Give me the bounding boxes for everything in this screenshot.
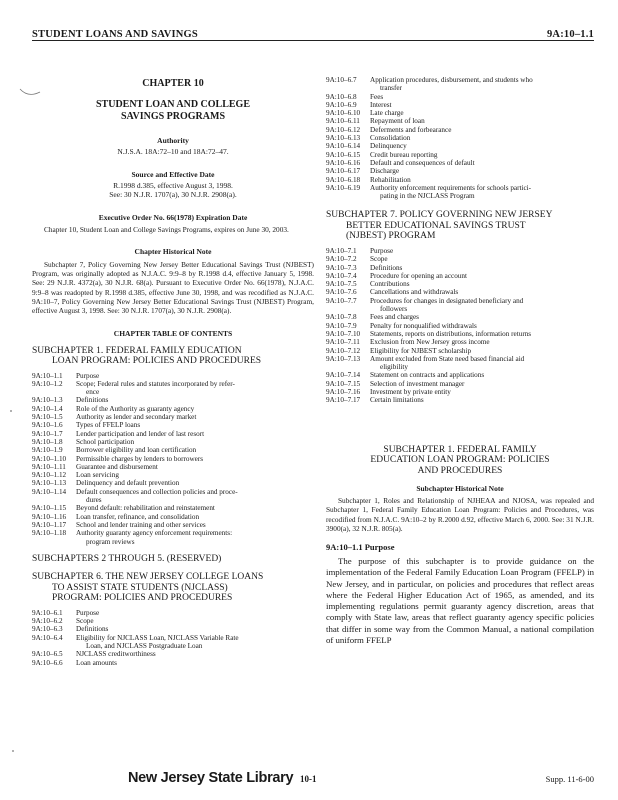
toc-section-title-text: Selection of investment manager xyxy=(370,379,465,388)
toc-entry xyxy=(32,463,314,471)
toc-section-title xyxy=(76,529,314,546)
toc-section-title-text: Loan amounts xyxy=(76,658,117,667)
toc-entry xyxy=(326,247,594,255)
toc-entry xyxy=(326,264,594,272)
toc-section-number: 9A:10–7.1 xyxy=(326,246,357,255)
toc-section-title-text: Certain limitations xyxy=(370,396,424,405)
toc-section-number: 9A:10–1.2 xyxy=(32,379,63,388)
toc-entry xyxy=(32,372,314,380)
toc-entry xyxy=(326,313,594,321)
toc-section-title xyxy=(370,330,594,338)
toc-section-title-text: Definitions xyxy=(76,625,109,634)
toc-section-title-text: Borrower eligibility and loan certification xyxy=(76,446,197,455)
toc-section-title xyxy=(370,159,594,167)
toc-section-title xyxy=(76,521,314,529)
toc-section-title-text: Guarantee and disbursement xyxy=(76,462,158,471)
toc-section-number: 9A:10–7.14 xyxy=(326,371,361,380)
toc-section-title xyxy=(76,513,314,521)
toc-section-title xyxy=(76,421,314,429)
toc-section-number: 9A:10–6.7 xyxy=(326,76,357,84)
section-text: The purpose of this subchapter is to provide guidance on the implementation of the Federal Family Education Loan Program (FFELP) in New Jersey, and in particular, on policies and procedures that reflect areas where the Federal Higher Education Act of 1965, as amended, and its implementing regulations permit guaranty agency discretion, areas that comply with State law, areas that reflect guaranty agency specific policies that differ in some way from the Common Manual, a national compilation of uniform FFELP xyxy=(326,556,594,645)
toc-entry xyxy=(326,109,594,117)
toc-section-title-text: Repayment of loan xyxy=(370,117,425,126)
toc-section-title xyxy=(76,396,314,404)
toc-section-title xyxy=(370,264,594,272)
toc-section-title xyxy=(370,176,594,184)
toc-section-title xyxy=(370,396,594,404)
toc-section-title xyxy=(76,438,314,446)
subchapter-history-text: Subchapter 1, Roles and Relationship of NJHEAA and NJOSA, was repealed and Subchapter 1, Federal Family Education Loan Program: Policies and Procedures, was recodified from N.J.A.C. 9A:10–2 by R.2000 d.92, effective March 6, 2000. See: 31 N.J.R. 3900(a), 32 N.J.R. 805(a). xyxy=(326,496,594,533)
toc-entry xyxy=(32,479,314,487)
toc-entry xyxy=(326,272,594,280)
toc-section-title xyxy=(76,488,314,505)
toc-entry xyxy=(326,380,594,388)
toc-section-number: 9A:10–6.12 xyxy=(326,125,361,134)
toc-section-title xyxy=(76,455,314,463)
chapter-history-heading: Chapter Historical Note xyxy=(134,246,212,256)
toc-entry xyxy=(32,488,314,505)
toc-section-title-text: Authority guaranty agency enforcement requirements: xyxy=(76,529,233,538)
toc-section-title xyxy=(76,463,314,471)
toc-entry xyxy=(32,617,314,625)
toc-section-number: 9A:10–7.11 xyxy=(326,338,360,347)
toc-section-title xyxy=(76,413,314,421)
toc-section-title xyxy=(370,272,594,280)
toc-section-title-continued: eligibility xyxy=(380,363,408,372)
authority-text: N.J.S.A. 18A:72–10 and 18A:72–47. xyxy=(117,147,229,156)
toc-entry xyxy=(326,255,594,263)
toc-section-title xyxy=(370,247,594,255)
toc-section-title xyxy=(76,380,314,397)
toc-section-title-text: Contributions xyxy=(370,280,410,289)
toc-section-title-text: Rehabilitation xyxy=(370,175,411,184)
toc-entry xyxy=(326,280,594,288)
toc-section-number: 9A:10–6.18 xyxy=(326,175,361,184)
toc-section-number: 9A:10–6.8 xyxy=(326,92,357,101)
toc-entry xyxy=(326,184,594,201)
toc-section-title-text: Beyond default: rehabilitation and reinstatement xyxy=(76,504,215,513)
body-subchapter-1-title: SUBCHAPTER 1. FEDERAL FAMILY EDUCATION LOAN PROGRAM: POLICIES AND PROCEDURES xyxy=(370,444,550,476)
toc-section-title xyxy=(76,617,314,625)
subchapter-history-heading: Subchapter Historical Note xyxy=(416,484,504,494)
toc-section-title xyxy=(370,322,594,330)
toc-section-title xyxy=(76,479,314,487)
toc-section-title xyxy=(76,504,314,512)
toc-section-title xyxy=(370,380,594,388)
toc-entry xyxy=(32,405,314,413)
toc-entry xyxy=(32,529,314,546)
toc-section-number: 9A:10–1.16 xyxy=(32,512,67,521)
toc-subchapter-6-list xyxy=(32,609,314,667)
toc-section-title-text: Loan transfer, refinance, and consolidation xyxy=(76,512,200,521)
toc-section-title-continued: pating in the NJCLASS Program xyxy=(380,192,475,201)
toc-entry xyxy=(32,504,314,512)
toc-section-number: 9A:10–1.18 xyxy=(32,529,67,538)
toc-entry xyxy=(32,625,314,633)
toc-section-title xyxy=(370,142,594,150)
header-rule xyxy=(32,40,594,41)
toc-subchapter-6-title: SUBCHAPTER 6. THE NEW JERSEY COLLEGE LOANS TO ASSIST STATE STUDENTS (NJCLASS) PROGRAM: POLICIES AND PROCEDURES xyxy=(32,572,264,604)
toc-section-number: 9A:10–6.10 xyxy=(326,109,361,118)
toc-entry xyxy=(326,76,594,93)
toc-entry xyxy=(326,355,594,372)
toc-section-title xyxy=(370,371,594,379)
toc-entry xyxy=(326,176,594,184)
toc-section-title-text: Credit bureau reporting xyxy=(370,150,438,159)
toc-section-title xyxy=(370,355,594,372)
toc-section-number: 9A:10–6.3 xyxy=(32,625,63,634)
toc-section-title-text: Scope xyxy=(370,255,388,264)
toc-section-title xyxy=(370,347,594,355)
toc-section-number: 9A:10–6.14 xyxy=(326,142,361,151)
toc-entry xyxy=(32,421,314,429)
toc-section-number: 9A:10–6.9 xyxy=(326,100,357,109)
toc-section-number: 9A:10–7.15 xyxy=(326,379,361,388)
source-heading: Source and Effective Date xyxy=(131,169,215,179)
toc-entry xyxy=(32,650,314,658)
toc-entry xyxy=(326,288,594,296)
toc-section-title-text: Authority enforcement requirements for schools partici- xyxy=(370,183,532,192)
scan-dot-icon xyxy=(10,748,16,754)
toc-section-title-text: Definitions xyxy=(370,263,403,272)
toc-section-title-text: Authority as lender and secondary market xyxy=(76,413,197,422)
toc-section-title-text: Eligibility for NJCLASS Loan, NJCLASS Variable Rate xyxy=(76,633,239,642)
toc-section-title-text: Loan servicing xyxy=(76,471,119,480)
toc-entry xyxy=(326,322,594,330)
toc-section-number: 9A:10–1.3 xyxy=(32,396,63,405)
toc-section-number: 9A:10–1.8 xyxy=(32,437,63,446)
toc-section-title xyxy=(370,117,594,125)
toc-entry xyxy=(32,446,314,454)
toc-section-number: 9A:10–1.1 xyxy=(32,371,63,380)
toc-section-title-text: Amount excluded from State need based financial aid xyxy=(370,354,525,363)
toc-section-number: 9A:10–6.13 xyxy=(326,134,361,143)
toc-entry xyxy=(32,455,314,463)
toc-section-title-text: Statements, reports on distributions, information returns xyxy=(370,329,532,338)
toc-entry xyxy=(326,330,594,338)
toc-section-title xyxy=(370,313,594,321)
toc-section-title-text: Deferments and forbearance xyxy=(370,125,452,134)
executive-order-text: Chapter 10, Student Loan and College Savings Programs, expires on June 30, 2003. xyxy=(44,224,289,234)
toc-section-title-text: Purpose xyxy=(76,608,100,617)
executive-order-heading: Executive Order No. 66(1978) Expiration Date xyxy=(98,212,248,222)
toc-section-number: 9A:10–6.6 xyxy=(32,658,63,667)
toc-section-title-text: Fees and charges xyxy=(370,313,419,322)
toc-section-number: 9A:10–7.13 xyxy=(326,354,361,363)
left-column xyxy=(32,62,314,667)
toc-subchapter-1-list xyxy=(32,372,314,546)
supplement-date: Supp. 11-6-00 xyxy=(545,774,594,784)
running-head xyxy=(32,24,594,40)
toc-entry xyxy=(326,134,594,142)
toc-subchapter-6-list-continued xyxy=(326,76,594,200)
toc-entry xyxy=(32,513,314,521)
toc-section-number: 9A:10–7.6 xyxy=(326,288,357,297)
toc-section-title xyxy=(76,659,314,667)
section-heading: 9A:10–1.1 Purpose xyxy=(326,542,395,553)
toc-section-title-text: Consolidation xyxy=(370,134,411,143)
toc-section-title xyxy=(370,93,594,101)
toc-section-title xyxy=(370,288,594,296)
toc-section-title xyxy=(76,405,314,413)
toc-section-title-text: Lender participation and lender of last resort xyxy=(76,429,205,438)
toc-section-title-text: Scope; Federal rules and statutes incorporated by refer- xyxy=(76,379,235,388)
toc-section-number: 9A:10–7.4 xyxy=(326,271,357,280)
toc-section-number: 9A:10–6.11 xyxy=(326,117,360,126)
toc-section-title-continued: program reviews xyxy=(86,537,135,546)
scan-dot-icon xyxy=(8,408,14,414)
running-head-right: 9A:10–1.1 xyxy=(546,29,594,40)
toc-section-title xyxy=(370,388,594,396)
toc-section-number: 9A:10–1.4 xyxy=(32,404,63,413)
toc-section-title-text: Definitions xyxy=(76,396,109,405)
toc-section-title-text: Exclusion from New Jersey gross income xyxy=(370,338,490,347)
source-text: R.1998 d.385, effective August 3, 1998. See: 30 N.J.R. 1707(a), 30 N.J.R. 2908(a). xyxy=(109,180,237,199)
toc-section-number: 9A:10–6.2 xyxy=(32,617,63,626)
toc-section-title xyxy=(76,430,314,438)
toc-section-title xyxy=(76,650,314,658)
toc-section-title-text: Default consequences and collection policies and proce- xyxy=(76,487,238,496)
toc-section-number: 9A:10–7.10 xyxy=(326,329,361,338)
toc-entry xyxy=(326,126,594,134)
toc-section-title-text: Scope xyxy=(76,617,94,626)
right-column xyxy=(326,62,594,646)
toc-entry xyxy=(326,167,594,175)
toc-entry xyxy=(32,521,314,529)
toc-section-title-continued: transfer xyxy=(380,84,402,93)
toc-section-title-text: Application procedures, disbursement, and students who xyxy=(370,76,533,84)
toc-entry xyxy=(32,396,314,404)
toc-entry xyxy=(326,101,594,109)
authority-heading: Authority xyxy=(157,136,189,145)
toc-section-title-text: Purpose xyxy=(76,371,100,380)
toc-section-number: 9A:10–1.9 xyxy=(32,446,63,455)
toc-subchapters-2-5-title: SUBCHAPTERS 2 THROUGH 5. (RESERVED) xyxy=(32,553,222,564)
toc-section-number: 9A:10–6.16 xyxy=(326,158,361,167)
toc-section-title-text: Eligibility for NJBEST scholarship xyxy=(370,346,472,355)
toc-entry xyxy=(32,380,314,397)
chapter-history-text: Subchapter 7, Policy Governing New Jersey Better Educational Savings Trust (NJBEST) Program, was originally adopted as N.J.A.C. 9:9–8 by R.1998 d.4, effective January 5, 1998. See: 29 N.J.R. 4372(a), 30 N.J.R. 68(a). Pursuant to Executive Order No. 66(1978), N.J.A.C. 9:9–8 was readopted by R.1998 d.385, effective June 30, 1998, and was recodified as N.J.A.C. 9A:10–7, Policy Governing New Jersey Better Educational Savings Trust (NJBEST) Program, effective August 3, 1998. See: 30 N.J.R. 1707(a), 30 N.J.R. 2908(a). xyxy=(32,259,314,316)
toc-entry xyxy=(326,93,594,101)
toc-entry xyxy=(32,430,314,438)
toc-subchapter-1-title: SUBCHAPTER 1. FEDERAL FAMILY EDUCATION LOAN PROGRAM: POLICIES AND PROCEDURES xyxy=(32,345,262,367)
toc-section-title-text: Discharge xyxy=(370,167,400,176)
toc-section-title-text: Procedures for changes in designated beneficiary and xyxy=(370,296,524,305)
toc-section-number: 9A:10–1.12 xyxy=(32,471,67,480)
toc-section-title xyxy=(370,184,594,201)
toc-section-title-text: Statement on contracts and applications xyxy=(370,371,485,380)
toc-section-title-text: NJCLASS creditworthiness xyxy=(76,650,156,659)
toc-entry xyxy=(326,371,594,379)
toc-section-title-text: Interest xyxy=(370,100,392,109)
toc-section-title-text: Investment by private entity xyxy=(370,388,451,396)
toc-section-title-text: Role of the Authority as guaranty agency xyxy=(76,404,195,413)
toc-entry xyxy=(326,151,594,159)
toc-section-title xyxy=(76,625,314,633)
toc-section-title-text: Procedure for opening an account xyxy=(370,271,467,280)
toc-entry xyxy=(326,117,594,125)
toc-section-title-text: Penalty for nonqualified withdrawals xyxy=(370,321,477,330)
toc-section-number: 9A:10–7.9 xyxy=(326,321,357,330)
toc-entry xyxy=(326,142,594,150)
toc-section-number: 9A:10–1.7 xyxy=(32,429,63,438)
toc-entry xyxy=(326,159,594,167)
chapter-title: STUDENT LOAN AND COLLEGE SAVINGS PROGRAMS xyxy=(95,99,251,122)
toc-entry xyxy=(32,471,314,479)
toc-section-title-continued: ence xyxy=(86,388,100,397)
toc-entry xyxy=(32,438,314,446)
toc-section-title-text: School participation xyxy=(76,437,135,446)
toc-entry xyxy=(326,297,594,314)
toc-section-number: 9A:10–7.2 xyxy=(326,255,357,264)
toc-section-title xyxy=(370,151,594,159)
toc-section-title xyxy=(370,338,594,346)
toc-section-number: 9A:10–6.4 xyxy=(32,633,63,642)
toc-section-number: 9A:10–7.16 xyxy=(326,388,361,396)
toc-section-number: 9A:10–6.15 xyxy=(326,150,361,159)
toc-section-number: 9A:10–1.10 xyxy=(32,454,67,463)
toc-section-title-text: Fees xyxy=(370,92,384,101)
toc-section-number: 9A:10–6.5 xyxy=(32,650,63,659)
toc-section-number: 9A:10–1.5 xyxy=(32,413,63,422)
toc-section-number: 9A:10–7.7 xyxy=(326,296,357,305)
toc-section-number: 9A:10–1.6 xyxy=(32,421,63,430)
toc-section-number: 9A:10–1.11 xyxy=(32,462,66,471)
toc-section-title-text: Permissible charges by lenders to borrowers xyxy=(76,454,204,463)
toc-section-number: 9A:10–6.1 xyxy=(32,608,63,617)
toc-section-title xyxy=(370,76,594,93)
toc-section-title-text: Purpose xyxy=(370,246,394,255)
toc-subchapter-7-list xyxy=(326,247,594,405)
toc-entry xyxy=(326,396,594,404)
toc-section-title xyxy=(370,255,594,263)
toc-section-title xyxy=(76,609,314,617)
toc-section-number: 9A:10–7.17 xyxy=(326,396,361,405)
toc-section-number: 9A:10–7.5 xyxy=(326,280,357,289)
toc-section-title-continued: dures xyxy=(86,496,102,505)
toc-section-number: 9A:10–6.17 xyxy=(326,167,361,176)
toc-section-title xyxy=(370,126,594,134)
toc-section-title-text: School and lender training and other services xyxy=(76,520,206,529)
toc-section-title-continued: followers xyxy=(380,305,408,314)
page-number: 10-1 xyxy=(300,774,317,784)
toc-entry xyxy=(326,388,594,396)
toc-section-title xyxy=(76,471,314,479)
chapter-number: CHAPTER 10 xyxy=(142,78,204,89)
toc-entry xyxy=(326,338,594,346)
toc-section-number: 9A:10–6.19 xyxy=(326,183,361,192)
toc-section-title-text: Default and consequences of default xyxy=(370,158,475,167)
toc-entry xyxy=(32,634,314,651)
page-footer xyxy=(0,770,618,792)
toc-section-title-text: Delinquency xyxy=(370,142,407,151)
toc-section-title xyxy=(370,109,594,117)
running-head-left: STUDENT LOANS AND SAVINGS xyxy=(32,29,198,40)
toc-section-number: 9A:10–7.8 xyxy=(326,313,357,322)
toc-subchapter-7-title: SUBCHAPTER 7. POLICY GOVERNING NEW JERSEY BETTER EDUCATIONAL SAVINGS TRUST (NJBEST) PROGRAM xyxy=(326,210,553,242)
toc-section-title xyxy=(76,446,314,454)
toc-heading: CHAPTER TABLE OF CONTENTS xyxy=(113,328,233,338)
toc-section-title-text: Late charge xyxy=(370,109,404,118)
toc-section-number: 9A:10–7.12 xyxy=(326,346,361,355)
toc-section-title xyxy=(370,297,594,314)
toc-entry xyxy=(32,659,314,667)
library-stamp: New Jersey State Library xyxy=(128,770,294,786)
toc-section-number: 9A:10–1.15 xyxy=(32,504,67,513)
toc-section-number: 9A:10–1.14 xyxy=(32,487,67,496)
toc-section-title-continued: Loan, and NJCLASS Postgraduate Loan xyxy=(86,642,203,650)
toc-section-title xyxy=(370,101,594,109)
toc-entry xyxy=(326,347,594,355)
toc-section-title xyxy=(370,280,594,288)
toc-section-title-text: Types of FFELP loans xyxy=(76,421,141,430)
toc-section-title xyxy=(370,167,594,175)
toc-section-title xyxy=(370,134,594,142)
toc-section-title xyxy=(76,372,314,380)
toc-section-number: 9A:10–1.17 xyxy=(32,520,67,529)
toc-entry xyxy=(32,609,314,617)
toc-entry xyxy=(32,413,314,421)
toc-section-title xyxy=(76,634,314,651)
toc-section-number: 9A:10–7.3 xyxy=(326,263,357,272)
toc-section-title-text: Cancellations and withdrawals xyxy=(370,288,459,297)
toc-section-number: 9A:10–1.13 xyxy=(32,479,67,488)
toc-section-title-text: Delinquency and default prevention xyxy=(76,479,180,488)
